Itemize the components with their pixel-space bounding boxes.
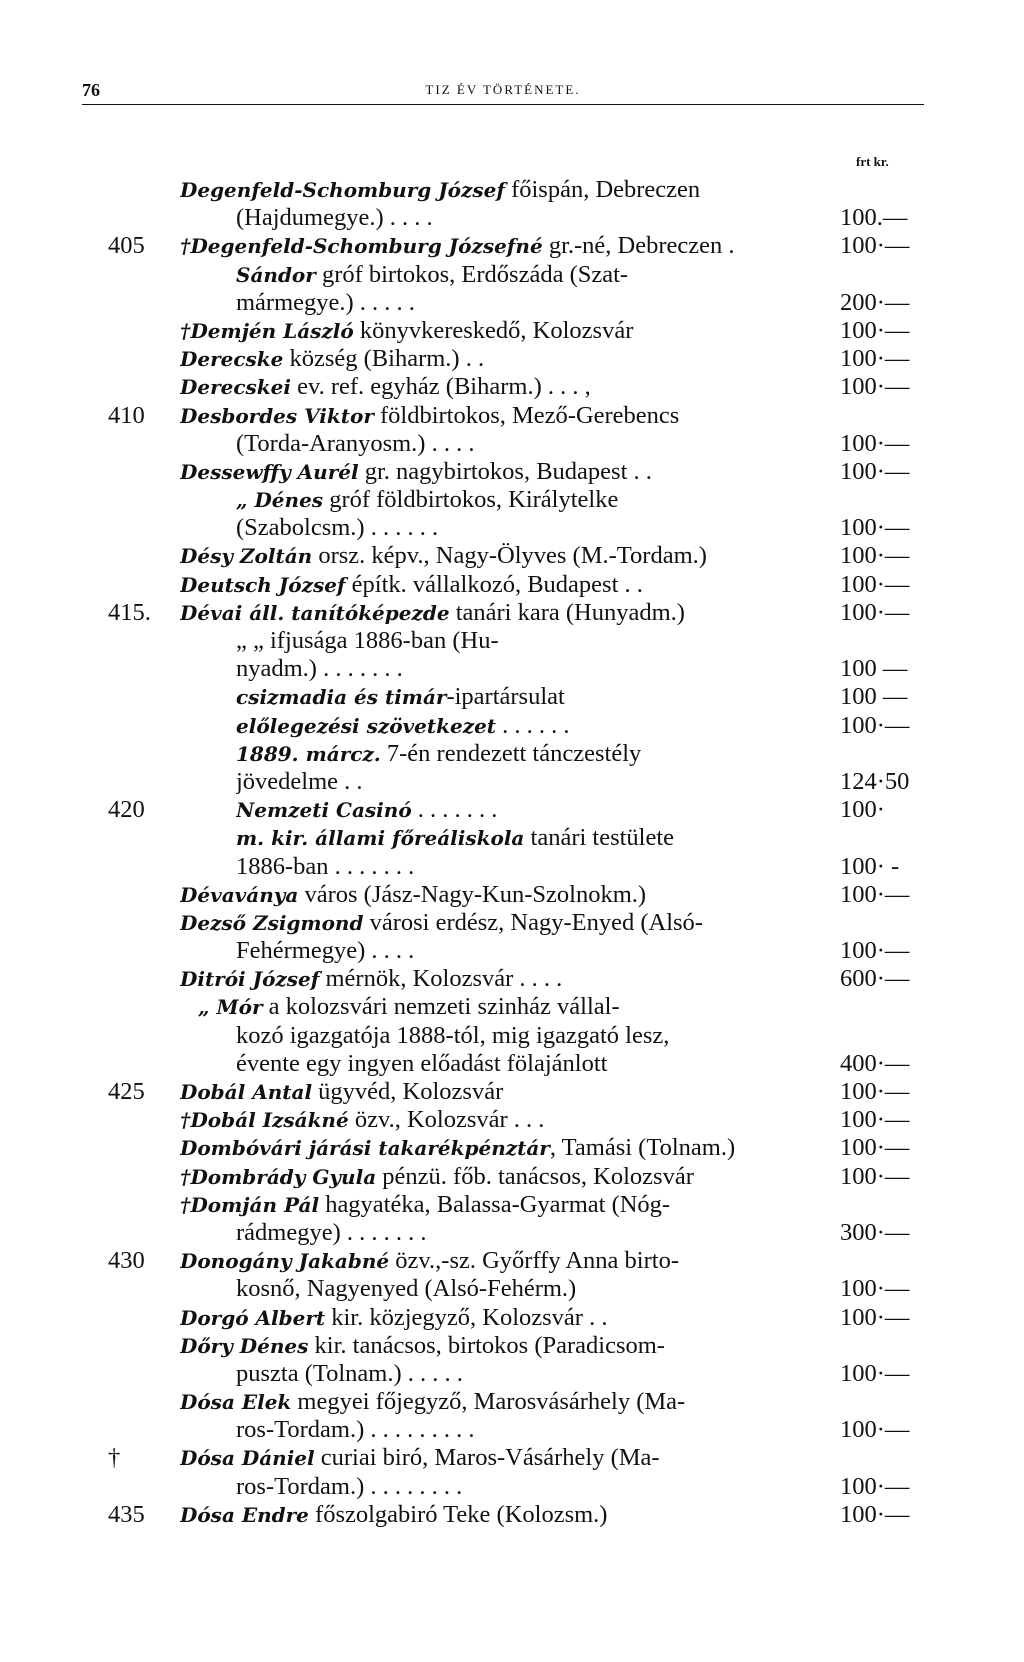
- entry-text: [236, 486, 820, 514]
- entry-number: 425: [108, 1078, 145, 1105]
- entry-text: [236, 1219, 820, 1247]
- entry-name: Degenfeld-Schomburg József: [180, 178, 505, 202]
- entry-description: főispán, Debreczen: [504, 176, 701, 203]
- entry-text: [236, 655, 820, 683]
- entry-description: földbirtokos, Mező-Gerebencs: [373, 401, 680, 429]
- entry-description: évente egy ingyen előadást fölajánlott: [236, 1049, 608, 1077]
- list-item: [0, 571, 1024, 599]
- entry-text: [180, 1304, 820, 1332]
- entry-name: Dósa Endre: [180, 1502, 309, 1527]
- entry-description: jövedelme . .: [236, 767, 363, 795]
- entry-description: ros-Tordam.) . . . . . . . . .: [236, 1416, 475, 1444]
- entry-description: főszolgabiró Teke (Kolozsm.): [308, 1500, 608, 1528]
- list-item: [0, 655, 1024, 683]
- entry-text: [198, 993, 820, 1021]
- entry-amount: 100·—: [840, 1500, 910, 1528]
- entry-description: özv.,-sz. Győrffy Anna birto-: [389, 1247, 679, 1275]
- entry-amount: 100·—: [840, 570, 910, 598]
- entry-text: [236, 1360, 820, 1388]
- list-item: [0, 965, 1024, 993]
- list-item: [0, 1501, 1024, 1529]
- entry-name: „ Mór: [198, 995, 263, 1020]
- list-item: [0, 768, 1024, 796]
- entry-description: Fehérmegye) . . . .: [236, 937, 415, 965]
- entry-text: [236, 1416, 820, 1444]
- entry-number: 410: [108, 401, 145, 429]
- entry-amount: 200·—: [840, 288, 910, 316]
- entry-text: [236, 1022, 820, 1050]
- entry-description: megyei főjegyző, Marosvásárhely (Ma-: [291, 1388, 686, 1416]
- list-item: [0, 373, 1024, 401]
- entry-number: 415.: [108, 598, 151, 626]
- entry-amount: 100·—: [840, 373, 910, 401]
- entry-description: könyvkereskedő, Kolozsvár: [353, 316, 634, 344]
- entry-description: ügyvéd, Kolozsvár: [312, 1078, 504, 1105]
- entry-description: építk. vállalkozó, Budapest . .: [345, 570, 643, 598]
- list-item: [0, 458, 1024, 486]
- entry-amount: 100 —: [840, 655, 908, 683]
- entry-description: mármegye.) . . . . .: [236, 288, 415, 316]
- entry-description: a kolozsvári nemzeti szinház vállal-: [262, 993, 620, 1021]
- entry-description: puszta (Tolnam.) . . . . .: [236, 1359, 463, 1387]
- entry-text: [236, 853, 820, 881]
- running-title: TIZ ÉV TÖRTÉNETE.: [425, 82, 581, 97]
- entry-amount: 100·—: [840, 514, 910, 542]
- entry-description: hagyatéka, Balassa-Gyarmat (Nóg-: [319, 1190, 671, 1218]
- list-item: [0, 1275, 1024, 1303]
- entry-amount: 100·—: [840, 937, 910, 965]
- entry-amount: 100·—: [840, 1416, 910, 1444]
- list-item: [0, 937, 1024, 965]
- entry-amount: 100·—: [840, 1472, 910, 1500]
- entry-name: Désy Zoltán: [180, 544, 313, 569]
- entry-text: [180, 1247, 820, 1275]
- entry-text: [180, 1444, 820, 1472]
- list-item: [0, 1444, 1024, 1472]
- entry-name: Dévai áll. tanítóképezde: [180, 600, 450, 625]
- entry-amount: 300·—: [840, 1218, 910, 1246]
- entry-description: . . . . . . .: [411, 796, 498, 824]
- entry-amount: 124·50: [840, 767, 910, 795]
- entry-amount: 100·—: [840, 1359, 910, 1387]
- entry-text: [236, 204, 820, 232]
- list-item: [0, 1388, 1024, 1416]
- entry-amount: 100·—: [840, 711, 910, 739]
- list-item: [0, 796, 1024, 824]
- entry-name: Dombóvári járási takarékpénztár: [180, 1136, 550, 1161]
- entry-description: ev. ref. egyház (Biharm.) . . . ,: [290, 373, 591, 401]
- entry-name: Derecske: [180, 347, 284, 372]
- entry-description: város (Jász-Nagy-Kun-Szolnokm.): [298, 880, 647, 908]
- entry-text: [180, 458, 820, 486]
- entry-name: Dévaványa: [180, 882, 299, 907]
- entry-number: 405: [108, 232, 145, 260]
- entry-description: (Szabolcsm.) . . . . . .: [236, 514, 439, 542]
- entry-name: Sándor: [236, 262, 316, 287]
- list-item: [0, 402, 1024, 430]
- list-item: [0, 1106, 1024, 1134]
- entry-description: kir. tanácsos, birtokos (Paradicsom-: [308, 1331, 665, 1359]
- entry-text: [236, 1050, 820, 1078]
- entry-name: Dőry Dénes: [180, 1333, 309, 1358]
- list-item: [0, 1022, 1024, 1050]
- list-item: [0, 1360, 1024, 1388]
- entry-name: Dezső Zsigmond: [180, 910, 364, 935]
- entry-name: m. kir. állami főreáliskola: [236, 826, 525, 851]
- entry-description: kir. közjegyző, Kolozsvár . .: [325, 1303, 608, 1331]
- list-item: [0, 1219, 1024, 1247]
- list-item: [0, 1304, 1024, 1332]
- entry-description: tanári kara (Hunyadm.): [449, 598, 685, 626]
- list-item: [0, 712, 1024, 740]
- entry-number: †: [108, 1444, 121, 1472]
- entry-description: . . . . . .: [496, 711, 570, 739]
- entry-amount: 100 —: [840, 683, 908, 711]
- entry-name: Ditrói József: [180, 967, 320, 992]
- entry-number: 435: [108, 1500, 145, 1528]
- list-item: [0, 627, 1024, 655]
- list-item: [0, 683, 1024, 711]
- entry-name: †Dobál Izsákné: [180, 1108, 349, 1133]
- entry-text: [180, 599, 820, 627]
- list-item: [0, 853, 1024, 881]
- entry-text: [236, 627, 820, 655]
- entry-description: gróf földbirtokos, Királytelke: [323, 486, 619, 514]
- entry-text: [180, 909, 820, 937]
- entry-text: [180, 345, 820, 373]
- entry-text: [236, 289, 820, 317]
- entry-name: 1889. márcz.: [236, 741, 381, 766]
- entry-text: [180, 402, 820, 430]
- list-item: [0, 1332, 1024, 1360]
- entry-amount: 100·—: [840, 1162, 910, 1190]
- list-item: [0, 542, 1024, 570]
- list-item: [0, 176, 1024, 204]
- entry-text: [180, 1163, 820, 1191]
- list-item: [0, 599, 1024, 627]
- entry-amount: 100·—: [840, 880, 910, 908]
- entry-text: [180, 1134, 820, 1162]
- entry-text: [236, 824, 820, 852]
- entry-description: 7-én rendezett tánczestély: [380, 739, 642, 767]
- list-item: [0, 486, 1024, 514]
- entry-name: Dósa Dániel: [180, 1446, 315, 1471]
- entry-amount: 100.—: [840, 204, 908, 232]
- list-item: [0, 881, 1024, 909]
- entry-amount: 100· -: [840, 852, 900, 880]
- entry-description: tanári testülete: [524, 824, 675, 852]
- entry-text: [180, 965, 820, 993]
- list-item: [0, 1191, 1024, 1219]
- list-item: [0, 1163, 1024, 1191]
- entry-text: [236, 796, 820, 824]
- entry-text: [180, 1332, 820, 1360]
- entry-text: [180, 571, 820, 599]
- entry-amount: 100·—: [840, 429, 910, 457]
- entry-name: csizmadia és timár: [236, 685, 447, 710]
- entry-text: [180, 176, 820, 204]
- entry-description: curiai biró, Maros-Vásárhely (Ma-: [314, 1444, 660, 1472]
- entry-text: [180, 881, 820, 909]
- entry-amount: 400·—: [840, 1049, 910, 1077]
- entry-description: mérnök, Kolozsvár . . . .: [319, 965, 563, 993]
- entry-amount: 100·—: [840, 1134, 910, 1162]
- entry-amount: 100·—: [840, 316, 910, 344]
- entry-text: [180, 1501, 820, 1529]
- list-item: [0, 204, 1024, 232]
- entry-amount: 100·—: [840, 1303, 910, 1331]
- list-item: [0, 232, 1024, 260]
- entry-amount: 100·—: [840, 345, 910, 373]
- entry-amount: 100·—: [840, 232, 910, 260]
- list-item: [0, 993, 1024, 1021]
- entry-text: [180, 1106, 820, 1134]
- entry-text: [180, 317, 820, 345]
- entry-name: Dessewffy Aurél: [180, 459, 359, 484]
- entry-name: †Degenfeld-Schomburg Józsefné: [180, 234, 543, 259]
- entry-name: Desbordes Viktor: [180, 403, 374, 428]
- entry-text: [236, 261, 820, 289]
- entry-description: kosnő, Nagyenyed (Alsó-Fehérm.): [236, 1275, 577, 1303]
- entry-description: (Hajdumegye.) . . . .: [236, 204, 433, 232]
- entry-text: [236, 1275, 820, 1303]
- list-item: [0, 514, 1024, 542]
- list-item: [0, 1134, 1024, 1162]
- list-item: [0, 1050, 1024, 1078]
- entry-list: [0, 176, 1024, 1529]
- list-item: [0, 909, 1024, 937]
- entry-name: „ Dénes: [236, 488, 324, 513]
- entry-number: 420: [108, 796, 145, 824]
- entry-amount: 100·—: [840, 542, 910, 570]
- list-item: [0, 1078, 1024, 1106]
- entry-description: ros-Tordam.) . . . . . . . .: [236, 1472, 463, 1500]
- entry-description: nyadm.) . . . . . . .: [236, 655, 403, 683]
- entry-text: [236, 1473, 820, 1501]
- entry-description: (Torda-Aranyosm.) . . . .: [236, 429, 475, 457]
- entry-amount: 100·—: [840, 598, 910, 626]
- entry-description: városi erdész, Nagy-Enyed (Alsó-: [363, 908, 703, 936]
- entry-description: gr.-né, Debreczen .: [542, 232, 735, 260]
- list-item: [0, 261, 1024, 289]
- entry-text: [180, 542, 820, 570]
- entry-text: [236, 937, 820, 965]
- entry-text: [236, 712, 820, 740]
- entry-description: község (Biharm.) . .: [283, 345, 485, 373]
- list-item: [0, 1416, 1024, 1444]
- list-item: [0, 1247, 1024, 1275]
- entry-name: előlegezési szövetkezet: [236, 713, 497, 738]
- entry-name: Dósa Elek: [180, 1390, 292, 1415]
- entry-amount: 600·—: [840, 965, 910, 993]
- entry-description: gr. nagybirtokos, Budapest . .: [358, 457, 652, 485]
- entry-text: [236, 768, 820, 796]
- entry-description: „ „ ifjusága 1886-ban (Hu-: [236, 627, 499, 654]
- entry-number: 430: [108, 1247, 145, 1275]
- page-number: 76: [82, 80, 100, 100]
- entry-text: [236, 514, 820, 542]
- entry-amount: 100·—: [840, 1078, 910, 1105]
- list-item: [0, 824, 1024, 852]
- entry-description: özv., Kolozsvár . . .: [348, 1106, 545, 1134]
- column-heading: frt kr.: [856, 154, 889, 169]
- entry-text: [180, 373, 820, 401]
- entry-description: orsz. képv., Nagy-Ölyves (M.-Tordam.): [312, 542, 707, 570]
- list-item: [0, 345, 1024, 373]
- page-header: [82, 80, 924, 110]
- entry-name: Deutsch József: [180, 572, 346, 597]
- entry-amount: 100·—: [840, 1106, 910, 1134]
- entry-name: †Dombrády Gyula: [180, 1164, 377, 1189]
- entry-name: Derecskei: [180, 375, 291, 400]
- entry-description: , Tamási (Tolnam.): [549, 1134, 736, 1162]
- entry-amount: 100·: [840, 796, 885, 824]
- entry-name: Dobál Antal: [180, 1080, 313, 1104]
- entry-amount: 100·—: [840, 1275, 910, 1303]
- entry-text: [180, 232, 820, 260]
- entry-description: rádmegye) . . . . . . .: [236, 1218, 427, 1246]
- entry-text: [236, 430, 820, 458]
- entry-description: 1886-ban . . . . . . .: [236, 852, 415, 880]
- entry-name: †Domján Pál: [180, 1192, 320, 1217]
- header-rule: [82, 104, 924, 105]
- entry-description: -ipartársulat: [446, 683, 565, 711]
- list-item: [0, 430, 1024, 458]
- list-item: [0, 317, 1024, 345]
- entry-name: Donogány Jakabné: [180, 1249, 390, 1274]
- entry-name: Nemzeti Casinó: [236, 798, 412, 823]
- entry-text: [236, 740, 820, 768]
- entry-text: [180, 1191, 820, 1219]
- entry-text: [180, 1388, 820, 1416]
- entry-description: gróf birtokos, Erdőszáda (Szat-: [315, 260, 629, 288]
- list-item: [0, 740, 1024, 768]
- entry-text: [180, 1078, 820, 1106]
- entry-name: †Demjén László: [180, 318, 354, 343]
- entry-name: Dorgó Albert: [180, 1305, 326, 1330]
- list-item: [0, 289, 1024, 317]
- list-item: [0, 1473, 1024, 1501]
- entry-description: kozó igazgatója 1888-tól, mig igazgató lesz,: [236, 1021, 670, 1049]
- entry-amount: 100·—: [840, 457, 910, 485]
- entry-description: pénzü. főb. tanácsos, Kolozsvár: [376, 1162, 694, 1190]
- entry-text: [236, 683, 820, 711]
